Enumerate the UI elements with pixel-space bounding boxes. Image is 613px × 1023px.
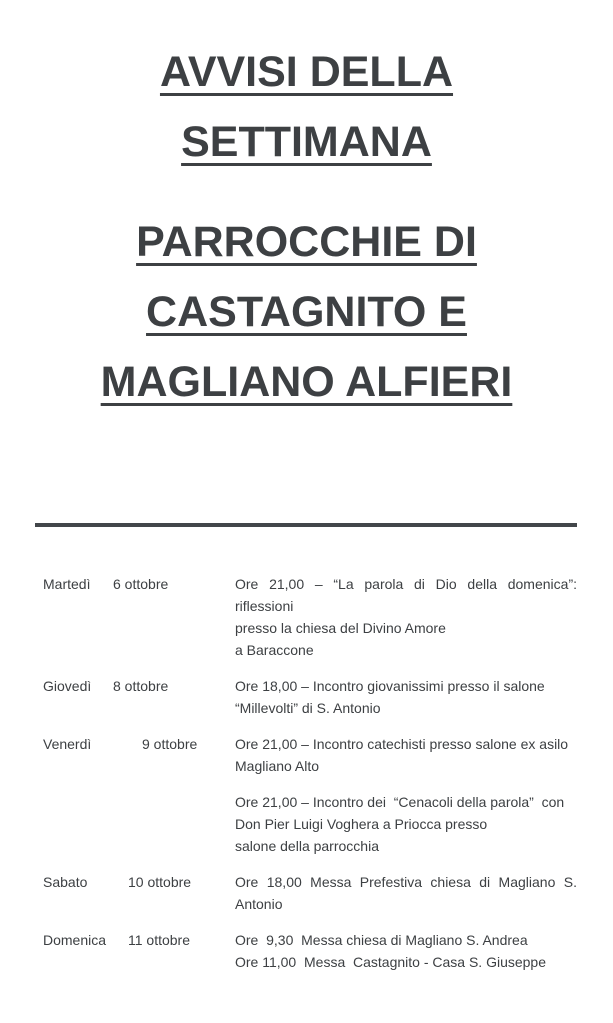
day-cell: Sabato (43, 874, 88, 890)
event-description (235, 791, 577, 857)
schedule-row-continuation (43, 791, 613, 857)
section-divider (35, 523, 577, 527)
event-description (235, 871, 577, 915)
event-line: Ore 21,00 – “La parola di Dio della domenica”: (235, 576, 577, 592)
schedule-row (43, 871, 613, 915)
page-subtitle (0, 207, 613, 417)
page-title (0, 37, 613, 177)
title-line: AVVISI DELLA (159, 48, 454, 96)
event-line: presso la chiesa del Divino Amore (235, 620, 446, 636)
event-line: Ore 9,30 Messa chiesa di Magliano S. Andrea (235, 932, 528, 948)
date-cell: 9 ottobre (142, 736, 198, 752)
subtitle-line: CASTAGNITO E (146, 288, 467, 336)
schedule (43, 573, 613, 973)
event-description (235, 733, 577, 777)
subtitle-line: PARROCCHIE DI (136, 218, 477, 266)
event-line: Ore 21,00 – Incontro catechisti presso salone ex asilo (235, 736, 569, 752)
event-line: Ore 21,00 – Incontro dei “Cenacoli della parola” con (235, 794, 565, 810)
schedule-row (43, 675, 613, 719)
event-line: Ore 18,00 – Incontro giovanissimi presso il salone (235, 678, 545, 694)
date-cell: 10 ottobre (128, 874, 192, 890)
event-line: Antonio (235, 896, 283, 912)
event-line: Don Pier Luigi Voghera a Priocca presso (235, 816, 488, 832)
schedule-row (43, 929, 613, 973)
day-cell: Domenica (43, 932, 107, 948)
event-description (235, 675, 577, 719)
title-line: SETTIMANA (181, 118, 432, 166)
day-cell: Venerdì (43, 736, 92, 752)
event-line: “Millevolti” di S. Antonio (235, 700, 381, 716)
date-cell: 6 ottobre (113, 576, 169, 592)
schedule-row (43, 573, 613, 661)
event-line: riflessioni (235, 598, 294, 614)
event-description (235, 929, 577, 973)
date-cell: 8 ottobre (113, 678, 169, 694)
schedule-row (43, 733, 613, 777)
day-cell: Giovedì (43, 678, 92, 694)
event-line: Ore 18,00 Messa Prefestiva chiesa di Magliano S. (235, 874, 577, 890)
day-cell: Martedì (43, 576, 91, 592)
event-line: Ore 11,00 Messa Castagnito - Casa S. Giuseppe (235, 954, 547, 970)
subtitle-line: MAGLIANO ALFIERI (100, 358, 513, 406)
event-description (235, 573, 577, 661)
event-line: a Baraccone (235, 642, 314, 658)
event-line: Magliano Alto (235, 758, 320, 774)
event-line: salone della parrocchia (235, 838, 379, 854)
date-cell: 11 ottobre (128, 932, 191, 948)
